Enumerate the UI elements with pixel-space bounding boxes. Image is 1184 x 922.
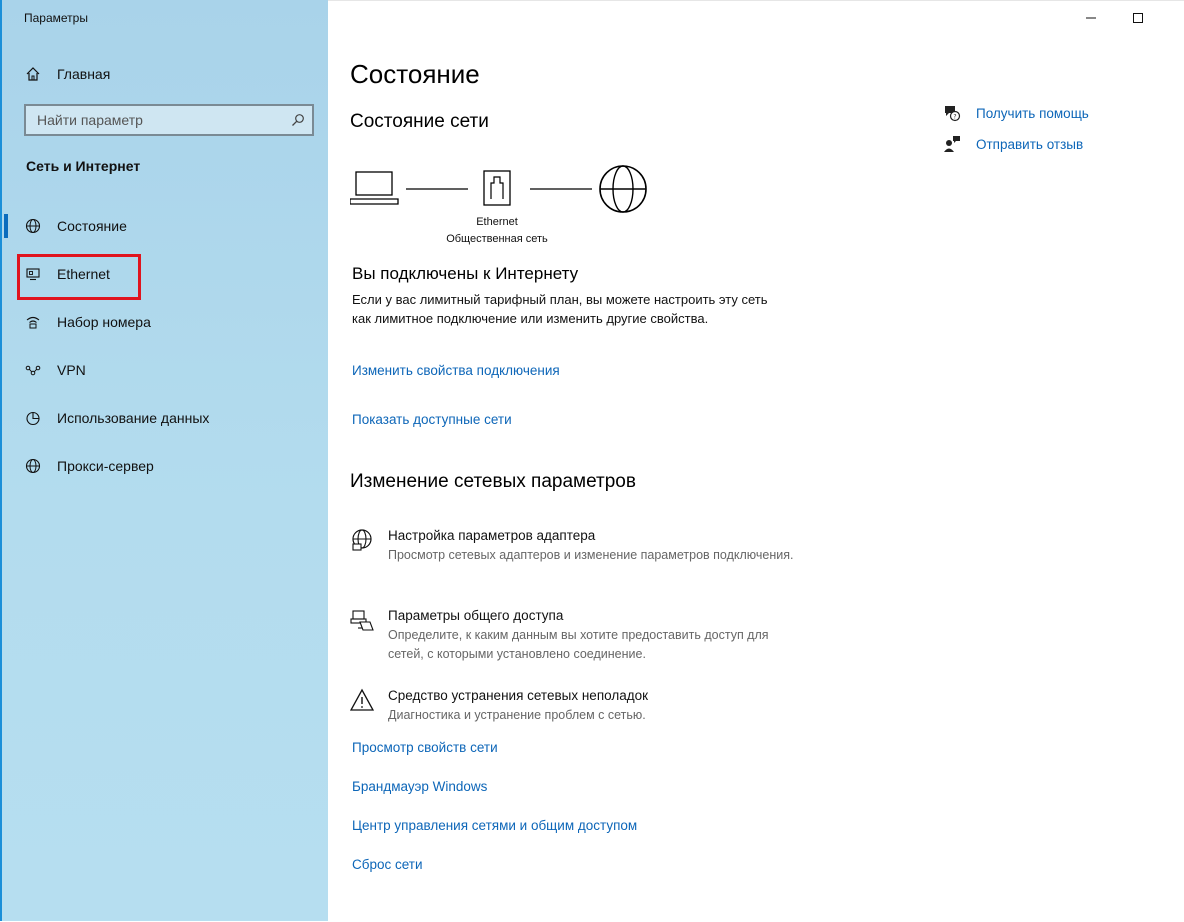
network-reset-link[interactable]: Сброс сети xyxy=(352,857,423,872)
windows-firewall-link[interactable]: Брандмауэр Windows xyxy=(352,779,488,794)
option-description: Просмотр сетевых адаптеров и изменение параметров подключения. xyxy=(388,548,794,562)
sidebar-section-title: Сеть и Интернет xyxy=(26,158,141,174)
page-title: Состояние xyxy=(350,59,480,89)
help-chat-icon xyxy=(942,103,962,123)
search-input[interactable] xyxy=(26,105,284,135)
network-diagram xyxy=(350,161,660,251)
search-icon[interactable] xyxy=(284,113,312,127)
option-title[interactable]: Параметры общего доступа xyxy=(388,608,564,623)
laptop-icon xyxy=(350,172,398,204)
minimize-button[interactable] xyxy=(1080,7,1102,29)
view-network-properties-link[interactable]: Просмотр свойств сети xyxy=(352,740,498,755)
sidebar-item-label: Ethernet xyxy=(57,266,110,282)
connected-title: Вы подключены к Интернету xyxy=(352,264,579,283)
option-description: Диагностика и устранение проблем с сетью. xyxy=(388,708,646,722)
get-help-link[interactable] xyxy=(942,103,1089,123)
option-title[interactable]: Средство устранения сетевых неполадок xyxy=(388,688,649,703)
nav-home-label: Главная xyxy=(57,66,111,82)
search-box[interactable] xyxy=(24,104,314,136)
sidebar-item-vpn[interactable] xyxy=(24,358,86,382)
option-description: Определите, к каким данным вы хотите предоставить доступ для сетей, с которыми установлено соединение. xyxy=(388,628,769,661)
connected-description: Если у вас лимитный тарифный план, вы можете настроить эту сеть как лимитное подключение или изменить другие свойства. xyxy=(352,292,768,326)
window-title: Параметры xyxy=(24,11,88,25)
svg-text:?: ? xyxy=(953,113,957,121)
warning-icon xyxy=(350,688,374,712)
globe-icon xyxy=(24,457,42,475)
sidebar-item-label: Использование данных xyxy=(57,410,210,426)
show-available-networks-link[interactable]: Показать доступные сети xyxy=(352,412,512,427)
network-sharing-center-link[interactable]: Центр управления сетями и общим доступом xyxy=(352,818,638,833)
sidebar-item-proxy[interactable] xyxy=(24,454,154,478)
option-title[interactable]: Настройка параметров адаптера xyxy=(388,528,596,543)
highlight-box xyxy=(17,254,141,300)
sidebar xyxy=(0,0,328,921)
dialup-icon xyxy=(24,313,42,331)
vpn-icon xyxy=(24,361,42,379)
home-icon xyxy=(24,65,42,83)
minimize-icon xyxy=(1085,12,1097,24)
data-usage-icon xyxy=(24,409,42,427)
network-status-heading: Состояние сети xyxy=(350,111,489,132)
adapter-name: Ethernet xyxy=(476,216,518,228)
sidebar-item-status[interactable] xyxy=(24,214,127,238)
sidebar-item-label: Состояние xyxy=(57,218,127,234)
adapter-globe-icon xyxy=(350,528,374,552)
change-settings-heading: Изменение сетевых параметров xyxy=(350,471,636,492)
sharing-icon xyxy=(350,608,374,632)
maximize-icon xyxy=(1132,12,1144,24)
get-help-label[interactable]: Получить помощь xyxy=(976,105,1089,121)
sidebar-item-label: Прокси-сервер xyxy=(57,458,154,474)
feedback-person-icon xyxy=(942,134,962,154)
network-type: Общественная сеть xyxy=(446,233,548,245)
maximize-button[interactable] xyxy=(1127,7,1149,29)
send-feedback-link[interactable] xyxy=(942,134,1083,154)
send-feedback-label[interactable]: Отправить отзыв xyxy=(976,136,1084,152)
sidebar-item-label: VPN xyxy=(57,362,86,378)
ethernet-port-icon xyxy=(484,171,510,205)
internet-globe-icon xyxy=(600,166,646,212)
main-content xyxy=(328,0,1184,922)
nav-home[interactable] xyxy=(24,62,110,86)
sidebar-item-dialup[interactable] xyxy=(24,310,151,334)
change-connection-properties-link[interactable]: Изменить свойства подключения xyxy=(352,363,560,378)
globe-icon xyxy=(24,217,42,235)
sidebar-item-data-usage[interactable] xyxy=(24,406,209,430)
sidebar-item-label: Набор номера xyxy=(57,314,151,330)
